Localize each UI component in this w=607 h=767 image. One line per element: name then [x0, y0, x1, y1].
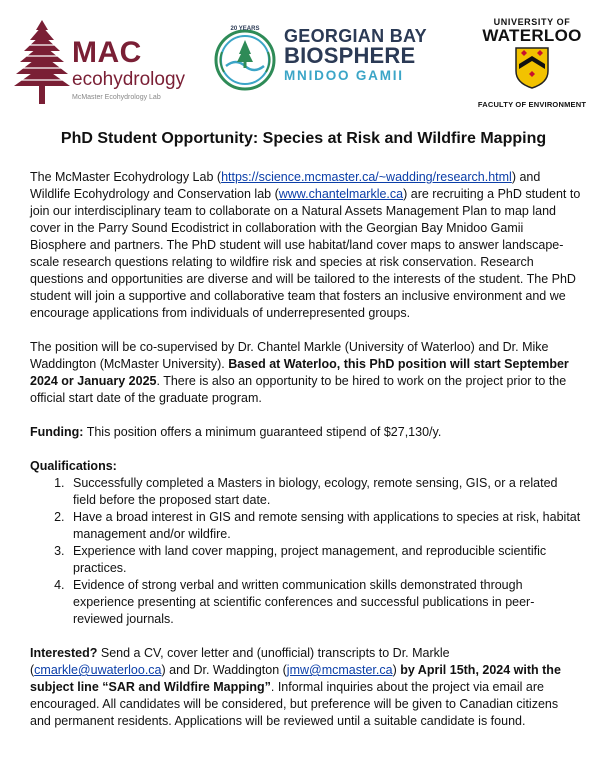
waterloo-line-2: WATERLOO	[482, 26, 582, 45]
list-item: 1. Successfully completed a Masters in biology, ecology, remote sensing, GIS, or a related field before the proposed start date.	[68, 475, 582, 509]
mac-lab-name: McMaster Ecohydrology Lab	[72, 94, 161, 101]
biosphere-line-2: BIOSPHERE	[284, 43, 416, 68]
page-title: PhD Student Opportunity: Species at Risk and Wildfire Mapping	[60, 130, 547, 147]
apply-paragraph	[30, 645, 582, 730]
apply-text-2: ) and Dr. Waddington (	[161, 663, 287, 677]
apply-text-1: Send a CV, cover letter and (unofficial) transcripts to Dr. Markle (	[30, 646, 450, 677]
mcmaster-lab-link[interactable]: https://science.mcmaster.ca/~wadding/research.html	[221, 170, 512, 184]
mac-subtitle: ecohydrology	[72, 69, 186, 90]
university-of-waterloo-logo	[468, 17, 596, 113]
biosphere-emblem-icon	[212, 22, 278, 94]
deadline-bold: by April 15th, 2024 with the subject line “SAR and Wildfire Mapping”	[30, 663, 561, 694]
list-item: 2. Have a broad interest in GIS and remote sensing with applications to species at risk, habitat management and/or wildfire.	[68, 509, 582, 543]
mac-ecohydrology-logo	[14, 18, 214, 108]
biosphere-line-3: MNIDOO GAMII	[284, 68, 404, 83]
qualifications-heading: Qualifications:	[30, 459, 117, 473]
intro-text-1: The McMaster Ecohydrology Lab (	[30, 170, 222, 184]
funding-text: This position offers a minimum guaranteed stipend of $27,130/y.	[83, 425, 442, 439]
apply-text-3: )	[392, 663, 401, 677]
supervision-paragraph	[30, 339, 582, 407]
waddington-email-link[interactable]: jmw@mcmaster.ca	[286, 663, 393, 677]
biosphere-badge: 20 YEARS	[230, 26, 260, 32]
biosphere-line-1: GEORGIAN BAY	[284, 26, 427, 46]
funding-label: Funding:	[30, 425, 84, 439]
supervision-text-1: The position will be co-supervised by Dr. Chantel Markle (University of Waterloo) and Dr. Mike Waddington (McMaster University).	[30, 340, 549, 371]
qualifications-list	[30, 475, 582, 628]
faculty-name: FACULTY OF ENVIRONMENT	[477, 100, 587, 109]
tree-icon	[14, 18, 70, 106]
waterloo-crest-icon	[515, 47, 549, 89]
start-date-bold: Based at Waterloo, this PhD position will start September 2024 or January 2025	[30, 357, 569, 388]
waterloo-line-1: UNIVERSITY OF	[493, 17, 571, 27]
markle-lab-link[interactable]: www.chantelmarkle.ca	[278, 187, 404, 201]
list-item: 3. Experience with land cover mapping, project management, and reproducible scientific practices.	[68, 543, 582, 577]
mac-wordmark: MAC	[72, 36, 142, 69]
intro-text-2: ) and Wildlife Ecohydrology and Conservation lab (	[30, 170, 541, 201]
apply-text-4: . Informal inquiries about the project via email are encouraged. All candidates will be considered, but preference will be given to Canadian citizens and permanent residents. Applications will be reviewed until a suitable candidate is found.	[30, 680, 559, 728]
list-item: 4. Evidence of strong verbal and written communication skills demonstrated through experience presenting at scientific conferences and successful publications in peer-reviewed journals.	[68, 577, 582, 628]
logo-header	[0, 0, 607, 118]
funding-paragraph	[30, 424, 582, 441]
posting-body	[30, 169, 582, 747]
intro-text-3: ) are recruiting a PhD student to join our interdisciplinary team to collaborate on a Natural Assets Management Plan to map land cover in the Parry Sound Ecodistrict in collaboration with the Georgian Bay Mnidoo Gamii Biosphere and partners. The PhD student will use habitat/land cover maps to answer landscape-scale research questions relating to wildfire risk and species at risk conservation. Research questions and opportunities are diverse and will be tailored to the interests of the student. The PhD student will join a supportive and collaborative team that fosters an inclusive environment and we encourage applications from individuals of underrepresented groups.	[30, 187, 581, 320]
intro-paragraph	[30, 169, 582, 322]
apply-label: Interested?	[30, 646, 98, 660]
markle-email-link[interactable]: cmarkle@uwaterloo.ca	[34, 663, 162, 677]
supervision-text-2: . There is also an opportunity to be hired to work on the project prior to the official start date of the graduate program.	[30, 374, 567, 405]
georgian-bay-biosphere-logo	[212, 22, 444, 102]
